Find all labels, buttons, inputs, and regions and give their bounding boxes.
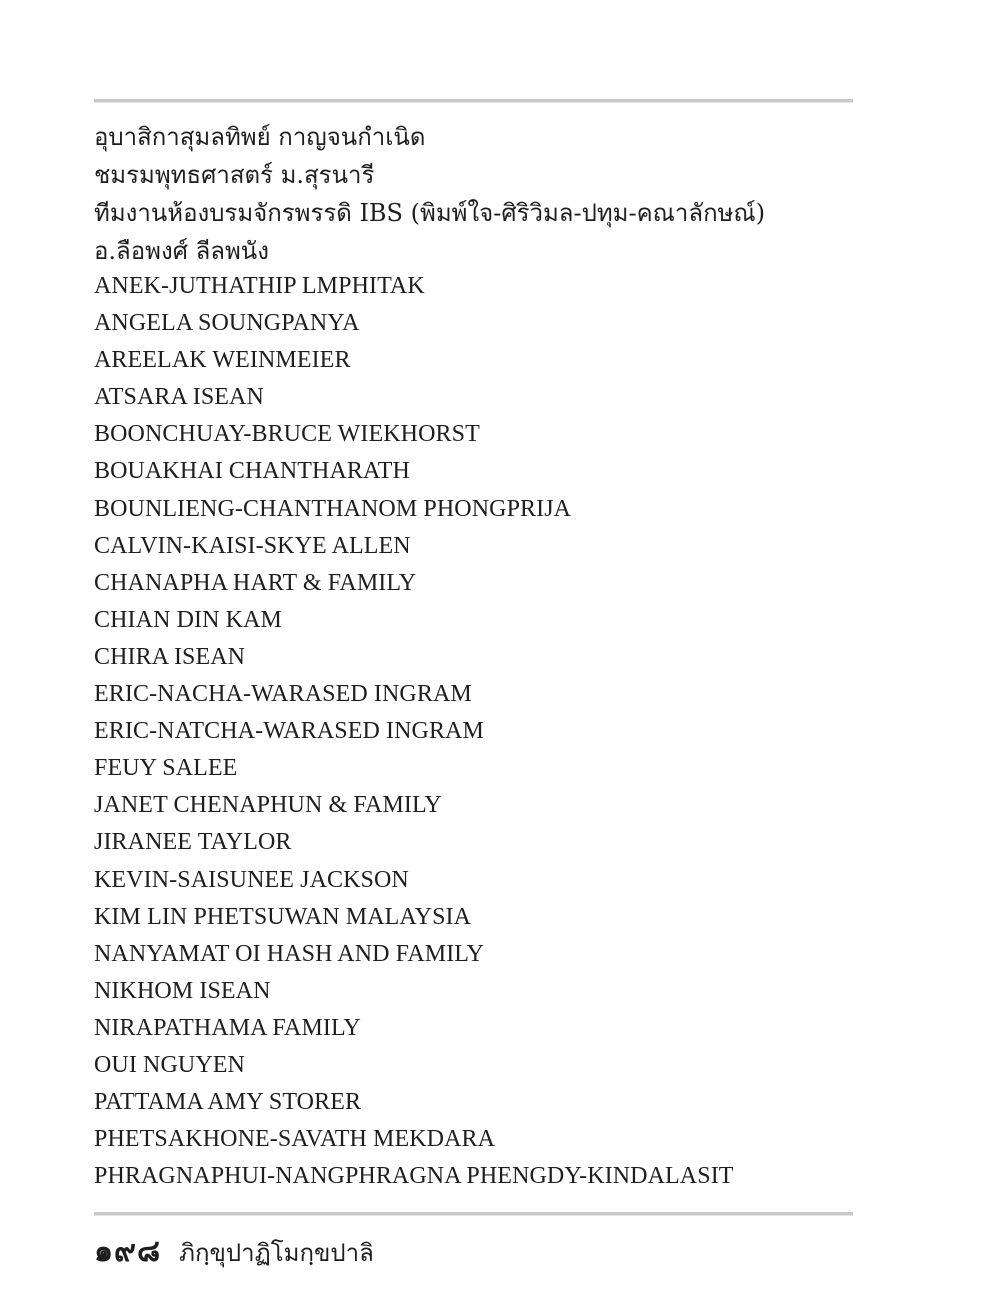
thai-sponsor-lines <box>94 118 854 270</box>
sponsor-name-list <box>94 268 854 1195</box>
thai-sponsor-line: ทีมงานห้องบรมจักรพรรดิ IBS (พิมพ์ใจ-ศิริวิมล-ปทุม-คณาลักษณ์) <box>94 199 766 227</box>
sponsor-name: OUI NGUYEN <box>94 1051 245 1078</box>
sponsor-name: BOONCHUAY-BRUCE WIEKHORST <box>94 421 480 448</box>
sponsor-name: KIM LIN PHETSUWAN MALAYSIA <box>94 903 472 930</box>
sponsor-name: PHRAGNAPHUI-NANGPHRAGNA PHENGDY-KINDALASIT <box>94 1163 734 1190</box>
sponsor-name: JANET CHENAPHUN & FAMILY <box>94 792 442 819</box>
sponsor-name: ERIC-NATCHA-WARASED INGRAM <box>94 718 484 745</box>
thai-sponsor-line: อุบาสิกาสุมลทิพย์ กาญจนกำเนิด <box>94 123 426 151</box>
sponsor-name: JIRANEE TAYLOR <box>94 829 292 856</box>
sponsor-name: NIKHOM ISEAN <box>94 977 271 1004</box>
sponsor-name: CHANAPHA HART & FAMILY <box>94 569 417 596</box>
page-number: ๑๙๘ <box>94 1234 162 1269</box>
running-title: ภิกฺขุปาฏิโมกฺขปาลิ <box>179 1239 374 1267</box>
sponsor-name: BOUAKHAI CHANTHARATH <box>94 458 410 485</box>
sponsor-name: PHETSAKHONE-SAVATH MEKDARA <box>94 1126 496 1153</box>
sponsor-name: PATTAMA AMY STORER <box>94 1089 362 1116</box>
sponsor-name: NIRAPATHAMA FAMILY <box>94 1014 361 1041</box>
page-footer <box>94 1228 374 1272</box>
sponsor-name: BOUNLIENG-CHANTHANOM PHONGPRIJA <box>94 495 572 522</box>
sponsor-name: CHIRA ISEAN <box>94 643 246 670</box>
sponsor-name: CALVIN-KAISI-SKYE ALLEN <box>94 532 411 559</box>
sponsor-name: KEVIN-SAISUNEE JACKSON <box>94 866 409 893</box>
sponsor-name: ANGELA SOUNGPANYA <box>94 310 360 337</box>
thai-sponsor-line: ชมรมพุทธศาสตร์ ม.สุรนารี <box>94 161 375 189</box>
sponsor-name: FEUY SALEE <box>94 755 238 782</box>
bottom-rule <box>94 1212 853 1216</box>
sponsor-name: NANYAMAT OI HASH AND FAMILY <box>94 940 485 967</box>
top-rule <box>94 99 853 103</box>
sponsor-name: ERIC-NACHA-WARASED INGRAM <box>94 681 472 708</box>
thai-sponsor-line: อ.ลือพงศ์ ลีลพนัง <box>94 237 269 265</box>
sponsor-name: AREELAK WEINMEIER <box>94 347 351 374</box>
sponsor-name: ATSARA ISEAN <box>94 384 264 411</box>
sponsor-name: CHIAN DIN KAM <box>94 606 282 633</box>
sponsor-name: ANEK-JUTHATHIP LMPHITAK <box>94 273 425 299</box>
